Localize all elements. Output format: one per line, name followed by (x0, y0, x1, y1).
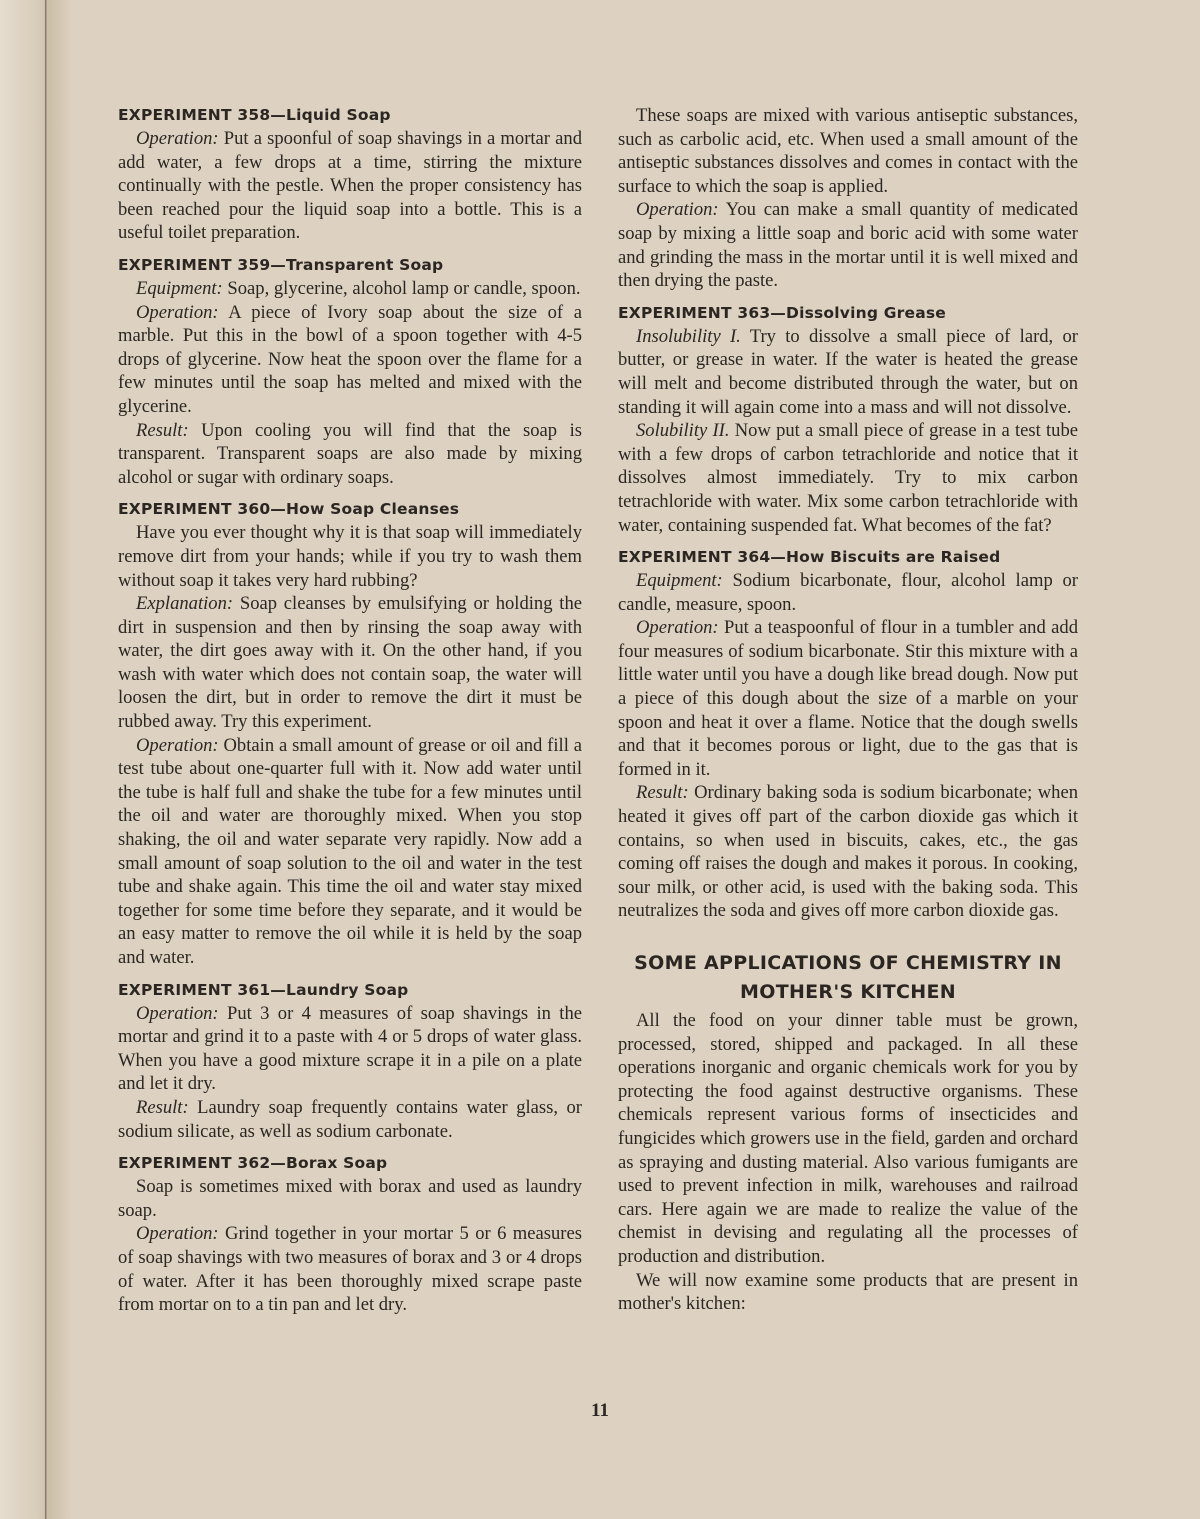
paragraph-text: Now put a small piece of grease in a test tube with a few drops of carbon tetrachloride and notice that it dissolves almost immediately. Try to mix carbon tetrachloride with water. Mix some carbon tetrachloride with water, containing suspended fat. What becomes of the fat? (618, 420, 1078, 536)
paragraph-lead: Result: (136, 419, 189, 441)
paragraph (118, 592, 582, 734)
paragraph (618, 325, 1078, 419)
right-column (618, 104, 1078, 1316)
paragraph-lead: Insolubility I. (636, 325, 741, 347)
paragraph (618, 104, 1078, 198)
paragraph-text: Soap cleanses by emulsifying or holding the dirt in suspension and then by rinsing the soap away with water, the dirt goes away with it. On the other hand, if you wash with water which does not contain soap, the water will loosen the dirt, but in order to remove the dirt it must be rubbed away. Try this experiment. (118, 593, 582, 733)
paragraph (118, 1222, 582, 1316)
experiment-heading: EXPERIMENT 363—Dissolving Grease (618, 303, 947, 322)
experiment-heading: EXPERIMENT 359—Transparent Soap (118, 255, 444, 274)
paragraph-lead: Operation: (136, 1223, 219, 1245)
experiment-heading: EXPERIMENT 361—Laundry Soap (118, 980, 409, 999)
paragraph-lead: Result: (636, 782, 689, 804)
paragraph (618, 616, 1078, 781)
experiment-heading: EXPERIMENT 364—How Biscuits are Raised (618, 548, 1001, 567)
paragraph-text: Soap, glycerine, alcohol lamp or candle, spoon. (222, 277, 581, 299)
paragraph-text: A piece of Ivory soap about the size of a marble. Put this in the bowl of a spoon together with 4-5 drops of glycerine. Now heat the spoon over the flame for a few minutes until the soap has melted and mixed with the glycerine. (118, 301, 582, 417)
paragraph-lead: Operation: (636, 199, 719, 221)
experiment-heading: EXPERIMENT 360—How Soap Cleanses (118, 500, 460, 519)
paragraph-lead: Result: (136, 1096, 189, 1118)
paragraph-lead: Operation: (136, 1002, 219, 1024)
experiment-heading: EXPERIMENT 362—Borax Soap (118, 1154, 388, 1173)
paragraph-text: Ordinary baking soda is sodium bicarbonate; when heated it gives off part of the carbon dioxide gas which it contains, so when used in biscuits, cakes, etc., the gas coming off raises the dough and makes it porous. In cooking, sour milk, or other acid, is used with the baking soda. This neutralizes the soda and gives off more carbon dioxide gas. (618, 782, 1078, 922)
paragraph (118, 1096, 582, 1143)
experiment-heading: EXPERIMENT 358—Liquid Soap (118, 106, 391, 124)
paragraph (118, 1002, 582, 1096)
paragraph (118, 734, 582, 970)
paragraph-text: Put 3 or 4 measures of soap shavings in the mortar and grind it to a paste with 4 or 5 drops of water glass. When you have a good mixture scrape it in a pile on a plate and let it dry. (118, 1002, 582, 1095)
paragraph (618, 781, 1078, 923)
paragraph-text: Upon cooling you will find that the soap is transparent. Transparent soaps are also made by mixing alcohol or sugar with ordinary soaps. (118, 419, 582, 488)
paragraph-text: Laundry soap frequently contains water glass, or sodium silicate, as well as sodium carbonate. (118, 1096, 582, 1142)
paragraph-lead: Equipment: (136, 277, 223, 299)
paragraph (118, 127, 582, 245)
paragraph-text: Try to dissolve a small piece of lard, or butter, or grease in water. If the water is heated the grease will melt and become distributed through the water, but on standing it will again come into a mass and will not dissolve. (618, 325, 1078, 418)
paragraph-text: Grind together in your mortar 5 or 6 measures of soap shavings with two measures of borax and 3 or 4 drops of water. After it has been thoroughly mixed scrape paste from mortar on to a tin pan and let dry. (118, 1223, 582, 1316)
left-column (118, 104, 582, 1317)
paragraph (618, 1009, 1078, 1269)
paragraph-text: We will now examine some products that are present in mother's kitchen: (618, 1269, 1078, 1315)
paragraph-text: All the food on your dinner table must be grown, processed, stored, shipped and packaged. In all these operations inorganic and organic chemicals work for you by protecting the food against destructive organisms. These chemicals represent various forms of insecticides and fungicides which growers use in the field, garden and orchard as spraying and dusting material. Also various fumigants are used to prevent infection in milk, warehouses and railroad cars. Here again we are made to realize the value of the chemist in devising and regulating all the processes of production and distribution. (618, 1010, 1078, 1267)
paragraph-text: Sodium bicarbonate, flour, alcohol lamp or candle, measure, spoon. (618, 570, 1078, 615)
paragraph (618, 1269, 1078, 1316)
paragraph (618, 419, 1078, 537)
paragraph-lead: Operation: (136, 128, 219, 149)
paragraph-text: Soap is sometimes mixed with borax and used as laundry soap. (118, 1176, 582, 1221)
paragraph-lead: Operation: (136, 301, 219, 323)
paragraph-lead: Operation: (136, 734, 219, 756)
paragraph-text: Put a teaspoonful of flour in a tumbler and add four measures of sodium bicarbonate. Stir this mixture with a little water until you have a dough like bread dough. Now put a piece of this dough about the size of a marble on your spoon and heat it over a flame. Notice that the dough swells and that it becomes porous or light, due to the gas that is formed in it. (618, 617, 1078, 780)
paragraph-text: Put a spoonful of soap shavings in a mortar and add water, a few drops at a time, stirring the mixture continually with the pestle. When the proper consistency has been reached pour the liquid soap into a bottle. This is a useful toilet preparation. (118, 128, 582, 244)
paragraph-lead: Equipment: (636, 570, 723, 592)
paragraph (118, 521, 582, 592)
paragraph (118, 1175, 582, 1222)
paragraph-text: Obtain a small amount of grease or oil and fill a test tube about one-quarter full with it. Now add water until the tube is half full and shake the tube for a few minutes until the oil and water are thoroughly mixed. When you stop shaking, the oil and water separate very rapidly. Now add a small amount of soap solution to the oil and water in the test tube and shake again. This time the oil and water stay mixed together for some time before they separate, and it would be an easy matter to remove the oil while it is held by the soap and water. (118, 734, 582, 968)
paragraph (618, 198, 1078, 292)
paragraph (118, 419, 582, 490)
page-number: 11 (591, 1400, 609, 1421)
paragraph-lead: Operation: (636, 617, 719, 639)
paragraph-text: Have you ever thought why it is that soap will immediately remove dirt from your hands; while if you try to wash them without soap it takes very hard rubbing? (118, 522, 582, 591)
paragraph (118, 301, 582, 419)
page-binding-gutter (0, 0, 70, 1519)
paragraph-lead: Solubility II. (636, 420, 730, 442)
paragraph (618, 569, 1078, 616)
section-heading: SOME APPLICATIONS OF CHEMISTRY IN MOTHER'S KITCHEN (634, 952, 1062, 1003)
paragraph-text: These soaps are mixed with various antiseptic substances, such as carbolic acid, etc. When used a small amount of the antiseptic substances dissolves and comes in contact with the surface to which the soap is applied. (618, 105, 1078, 197)
paragraph-text: You can make a small quantity of medicated soap by mixing a little soap and boric acid with some water and grinding the mass in the mortar until it is well mixed and then drying the paste. (618, 199, 1078, 292)
paragraph (118, 277, 582, 301)
paragraph-lead: Explanation: (136, 593, 234, 615)
